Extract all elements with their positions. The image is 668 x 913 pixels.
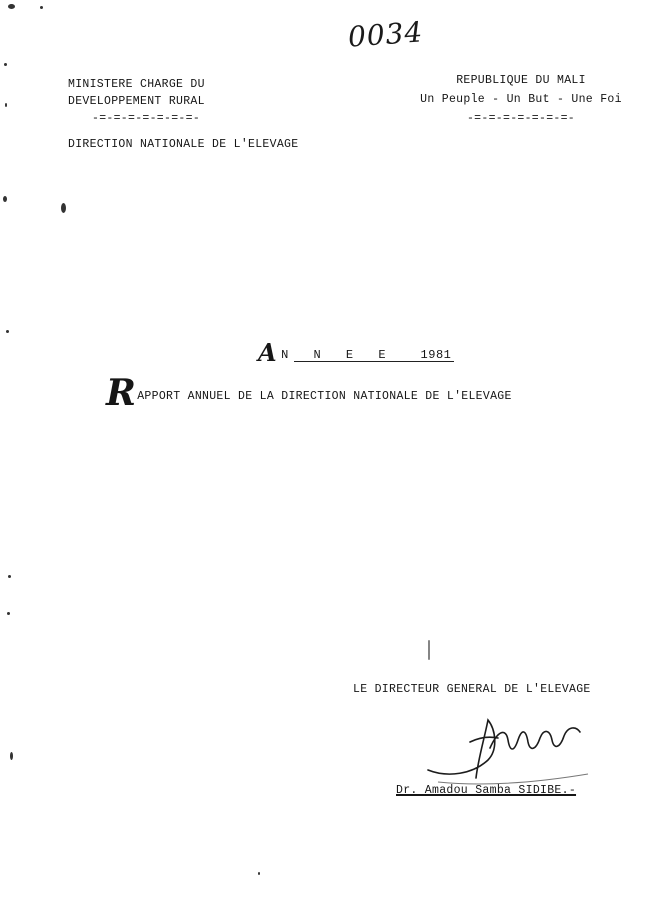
scan-speck <box>3 196 7 202</box>
scan-speck <box>8 4 15 9</box>
scan-speck <box>4 63 7 66</box>
ministry-separator: -=-=-=-=-=-=-=- <box>92 112 201 125</box>
year-title <box>258 338 451 367</box>
scan-speck <box>7 612 10 615</box>
title-year-value: 1981 <box>420 348 452 362</box>
director-title: LE DIRECTEUR GENERAL DE L'ELEVAGE <box>353 683 591 696</box>
scan-speck <box>6 330 9 333</box>
title-initial: A <box>258 338 278 367</box>
scan-speck <box>5 103 7 107</box>
national-motto: Un Peuple - Un But - Une Foi <box>420 93 622 106</box>
scan-speck <box>8 575 11 578</box>
scan-speck <box>10 752 13 760</box>
director-name-text: Dr. Amadou Samba SIDIBE.- <box>396 784 577 797</box>
scan-speck <box>258 872 260 875</box>
report-title-text: APPORT ANNUEL DE LA DIRECTION NATIONALE DE L'ELEVAGE <box>137 390 512 403</box>
director-name <box>396 784 576 797</box>
handwritten-signature <box>418 700 608 790</box>
report-initial: R <box>106 372 137 414</box>
scan-speck <box>40 6 43 9</box>
title-underline <box>294 361 454 362</box>
report-title <box>106 372 512 414</box>
direction-name: DIRECTION NATIONALE DE L'ELEVAGE <box>68 138 299 151</box>
ministry-line-1: MINISTERE CHARGE DU <box>68 78 205 91</box>
republic-header <box>396 74 646 131</box>
handwritten-page-number: 0034 <box>346 15 425 54</box>
title-rest: N N E E <box>281 348 395 362</box>
republic-name: REPUBLIQUE DU MALI <box>456 74 586 87</box>
scan-speck <box>61 203 66 213</box>
ministry-header <box>68 78 348 155</box>
ministry-line-2: DEVELOPPEMENT RURAL <box>68 95 205 108</box>
republic-separator: -=-=-=-=-=-=-=- <box>466 112 576 125</box>
scan-speck <box>428 640 430 660</box>
